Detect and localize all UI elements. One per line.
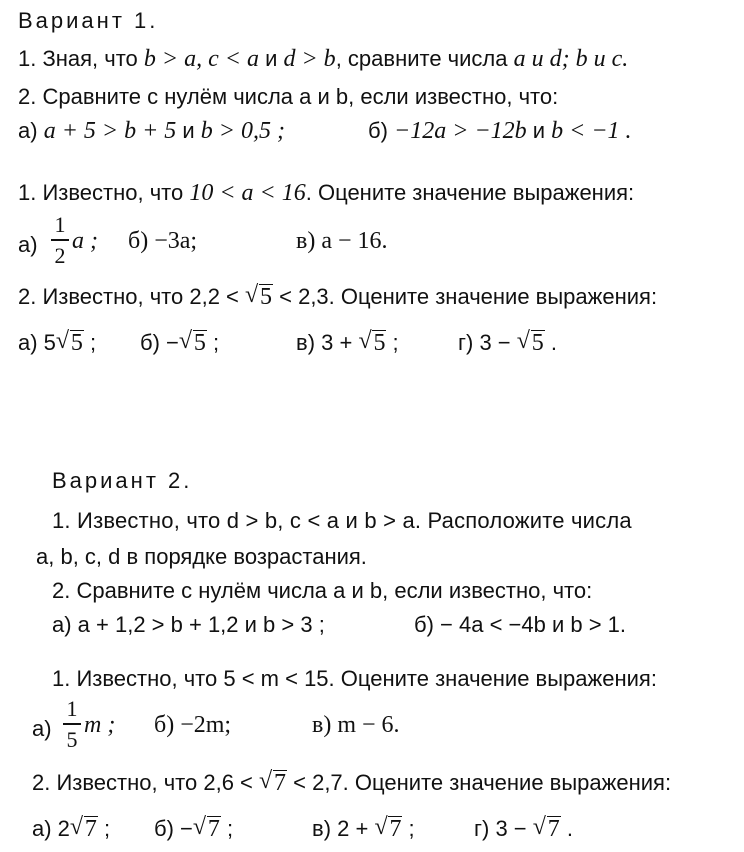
v2-task-4-d-end: . <box>560 816 574 841</box>
v1-task-1-pairs: a и d; b и c. <box>513 46 629 72</box>
v1-task-4-d-label: г) 3 − <box>458 330 517 355</box>
v1-task-3-a-label: а) <box>18 232 38 257</box>
v1-task-2-a-expr: a + 5 > b + 5 <box>43 118 177 144</box>
v2-task-3-a-fraction-bar <box>63 723 81 725</box>
v1-task-1-and: и <box>258 46 284 71</box>
v1-task-2-b-expr: −12a > −12b <box>394 118 527 144</box>
v2-task-2-b: б) − 4a < −4b и b > 1. <box>414 612 627 637</box>
v1-task-4-tail: < 2,3. Оцените значение выражения: <box>273 284 658 309</box>
v1-task-1-intro: 1. Зная, что <box>18 46 144 71</box>
v2-task-4 <box>32 770 671 796</box>
v1-task-3-intro: 1. Известно, что <box>18 180 190 205</box>
v2-task-4-a-root: √ 7 <box>69 814 97 842</box>
v1-task-2-a-and: и <box>176 118 201 143</box>
v2-task-4-b-end: ; <box>220 816 234 841</box>
v1-task-4-intro: 2. Известно, что 2,2 < <box>18 284 246 309</box>
v1-task-4-b-radicand: 5 <box>193 330 206 356</box>
v1-task-2-a-cond: b > 0,5 ; <box>200 118 285 144</box>
v1-task-4-b-root: √ 5 <box>178 328 206 356</box>
v1-task-4-b <box>140 330 219 356</box>
v2-task-4-tail: < 2,7. Оцените значение выражения: <box>287 770 672 795</box>
v1-task-4-b-end: ; <box>206 330 220 355</box>
v2-task-1-line-1: 1. Известно, что d > b, c < a и b > a. Расположите числа <box>52 508 632 533</box>
v1-task-3 <box>18 180 634 206</box>
v2-task-4-b-radicand: 7 <box>207 816 220 842</box>
v2-task-3: 1. Известно, что 5 < m < 15. Оцените значение выражения: <box>52 666 657 691</box>
v2-task-4-intro: 2. Известно, что 2,6 < <box>32 770 260 795</box>
v1-task-1-cond1: b > a, c < a <box>143 46 259 72</box>
v2-task-2: 2. Сравните с нулём числа a и b, если известно, что: <box>52 578 593 603</box>
v1-task-3-a-denominator: 2 <box>54 243 66 268</box>
v2-task-4-c-radicand: 7 <box>389 816 402 842</box>
v1-task-1-cond2: d > b <box>283 46 336 72</box>
v1-task-4-d-radicand: 5 <box>531 330 544 356</box>
v1-task-4-d-root: √ 5 <box>516 328 544 356</box>
v1-task-3-b: б) −3a; <box>128 228 198 254</box>
v1-task-4-a-label: а) 5 <box>18 330 56 355</box>
v1-task-3-a-numerator: 1 <box>54 212 66 237</box>
v1-task-3-a-var: a ; <box>72 228 98 254</box>
v1-task-3-c: в) a − 16. <box>296 228 388 254</box>
variant-1-title: Вариант 1. <box>18 8 159 33</box>
v2-task-4-radicand: 7 <box>274 770 287 796</box>
v1-task-1 <box>18 46 628 72</box>
v2-task-3-a-numerator: 1 <box>66 696 78 721</box>
v1-task-2-b <box>368 118 632 144</box>
v1-task-4-d <box>458 330 557 356</box>
v1-task-4-radicand: 5 <box>260 284 273 310</box>
v2-task-4-c-end: ; <box>402 816 415 841</box>
v1-task-4-a-root: √ 5 <box>55 328 83 356</box>
v2-task-2-a: а) a + 1,2 > b + 1,2 и b > 3 ; <box>52 612 325 637</box>
v2-task-4-a-label: а) 2 <box>32 816 70 841</box>
v2-task-4-d-root: √ 7 <box>532 814 560 842</box>
v2-task-4-a-radicand: 7 <box>84 816 97 842</box>
v1-task-3-cond: 10 < a < 16 <box>189 180 306 206</box>
v2-task-1-line-2: a, b, c, d в порядке возрастания. <box>36 544 367 569</box>
v1-task-4-b-label: б) − <box>140 330 179 355</box>
v2-task-3-c: в) m − 6. <box>312 712 400 738</box>
v2-task-3-a-denominator: 5 <box>66 727 78 752</box>
v1-task-2-b-and: и <box>526 118 552 143</box>
v2-task-4-c <box>312 816 415 842</box>
v1-task-2-a <box>18 118 285 144</box>
v1-task-4-c-root: √ 5 <box>358 328 386 356</box>
v2-task-4-d-radicand: 7 <box>547 816 560 842</box>
v1-task-4-c-radicand: 5 <box>373 330 386 356</box>
v1-task-4-d-end: . <box>544 330 558 355</box>
v1-task-4-c-label: в) 3 + <box>296 330 359 355</box>
v2-task-4-d <box>474 816 573 842</box>
v1-task-4-a-end: ; <box>83 330 97 355</box>
v1-task-4-a-radicand: 5 <box>70 330 83 356</box>
v1-task-1-mid: , сравните числа <box>335 46 514 71</box>
v2-task-3-a-var: m ; <box>84 712 116 738</box>
v2-task-4-a-end: ; <box>97 816 111 841</box>
v1-task-3-a-fraction-bar <box>51 239 69 241</box>
v1-task-4-root: √ 5 <box>245 282 273 310</box>
v1-task-4-a <box>18 330 96 356</box>
v2-task-3-b: б) −2m; <box>154 712 232 738</box>
v2-task-4-b-label: б) − <box>154 816 193 841</box>
v2-task-4-a <box>32 816 110 842</box>
v1-task-2-a-label: а) <box>18 118 44 143</box>
v2-task-4-b <box>154 816 233 842</box>
v2-task-4-b-root: √ 7 <box>192 814 220 842</box>
v1-task-4-c <box>296 330 399 356</box>
v2-task-4-c-label: в) 2 + <box>312 816 375 841</box>
v2-task-3-a-label: а) <box>32 716 52 741</box>
v1-task-2-b-label: б) <box>368 118 395 143</box>
v1-task-3-tail: . Оцените значение выражения: <box>305 180 635 205</box>
v1-task-2-b-cond: b < −1 . <box>551 118 632 144</box>
v1-task-2: 2. Сравните с нулём числа a и b, если известно, что: <box>18 84 559 109</box>
v1-task-4-c-end: ; <box>386 330 399 355</box>
v2-task-4-root: √ 7 <box>259 768 287 796</box>
variant-2-title: Вариант 2. <box>52 468 193 493</box>
v2-task-4-d-label: г) 3 − <box>474 816 533 841</box>
v2-task-4-c-root: √ 7 <box>374 814 402 842</box>
v1-task-4 <box>18 284 657 310</box>
